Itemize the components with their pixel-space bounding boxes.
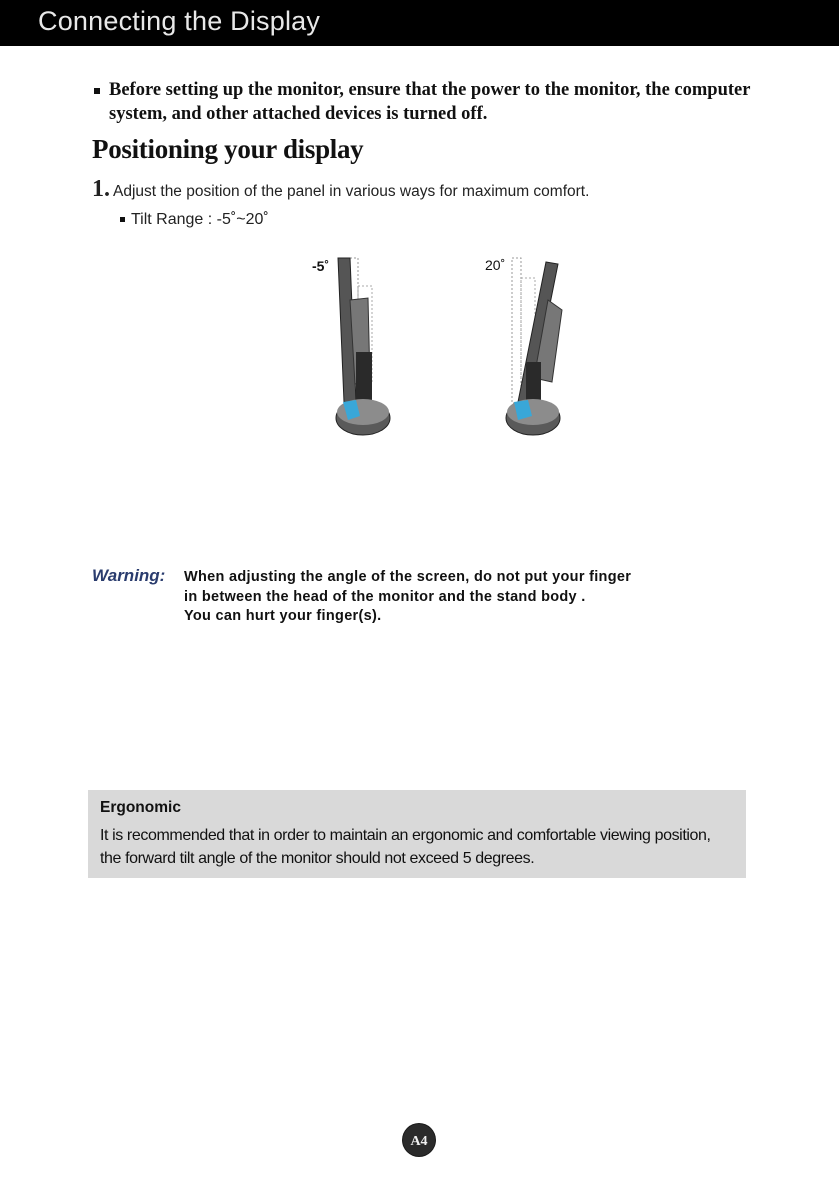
step-text: Adjust the position of the panel in various ways for maximum comfort.	[113, 183, 590, 200]
step-1	[92, 176, 589, 203]
page-number-badge	[401, 1122, 437, 1158]
tilt-value: -5˚~20˚	[216, 211, 269, 228]
ergonomic-box	[88, 790, 746, 878]
bullet-icon	[120, 217, 125, 222]
monitor-tilt-drawing	[300, 250, 580, 450]
warning-line: You can hurt your finger(s).	[184, 608, 382, 624]
tilt-20-label: 20˚	[485, 257, 506, 273]
monitor-minus5-icon	[336, 258, 390, 435]
step-number: 1.	[92, 176, 110, 202]
tilt-range	[120, 211, 269, 229]
bullet-icon	[94, 88, 100, 94]
ergonomic-title: Ergonomic	[100, 799, 181, 816]
power-off-note	[93, 78, 793, 126]
tilt-illustrations	[300, 250, 580, 450]
note-text: Before setting up the monitor, ensure that the power to the monitor, the computer system, and other attached devices is turned off.	[109, 80, 751, 124]
monitor-20-icon	[506, 258, 562, 435]
warning-line: in between the head of the monitor and the stand body .	[184, 588, 586, 605]
ergonomic-text: It is recommended that in order to maintain an ergonomic and comfortable viewing position, the forward tilt angle of the monitor should not exceed 5 degrees.	[100, 827, 711, 867]
tilt-minus5-label: -5˚	[312, 258, 330, 274]
warning-text	[184, 568, 744, 627]
page-title: Connecting the Display	[38, 6, 321, 36]
tilt-label: Tilt Range :	[131, 211, 213, 228]
section-title: Positioning your display	[92, 134, 364, 164]
warning-label: Warning:	[92, 566, 166, 585]
page-number: A4	[410, 1134, 428, 1149]
warning-line: When adjusting the angle of the screen, do not put your finger	[184, 569, 632, 585]
header-bar	[0, 0, 839, 46]
